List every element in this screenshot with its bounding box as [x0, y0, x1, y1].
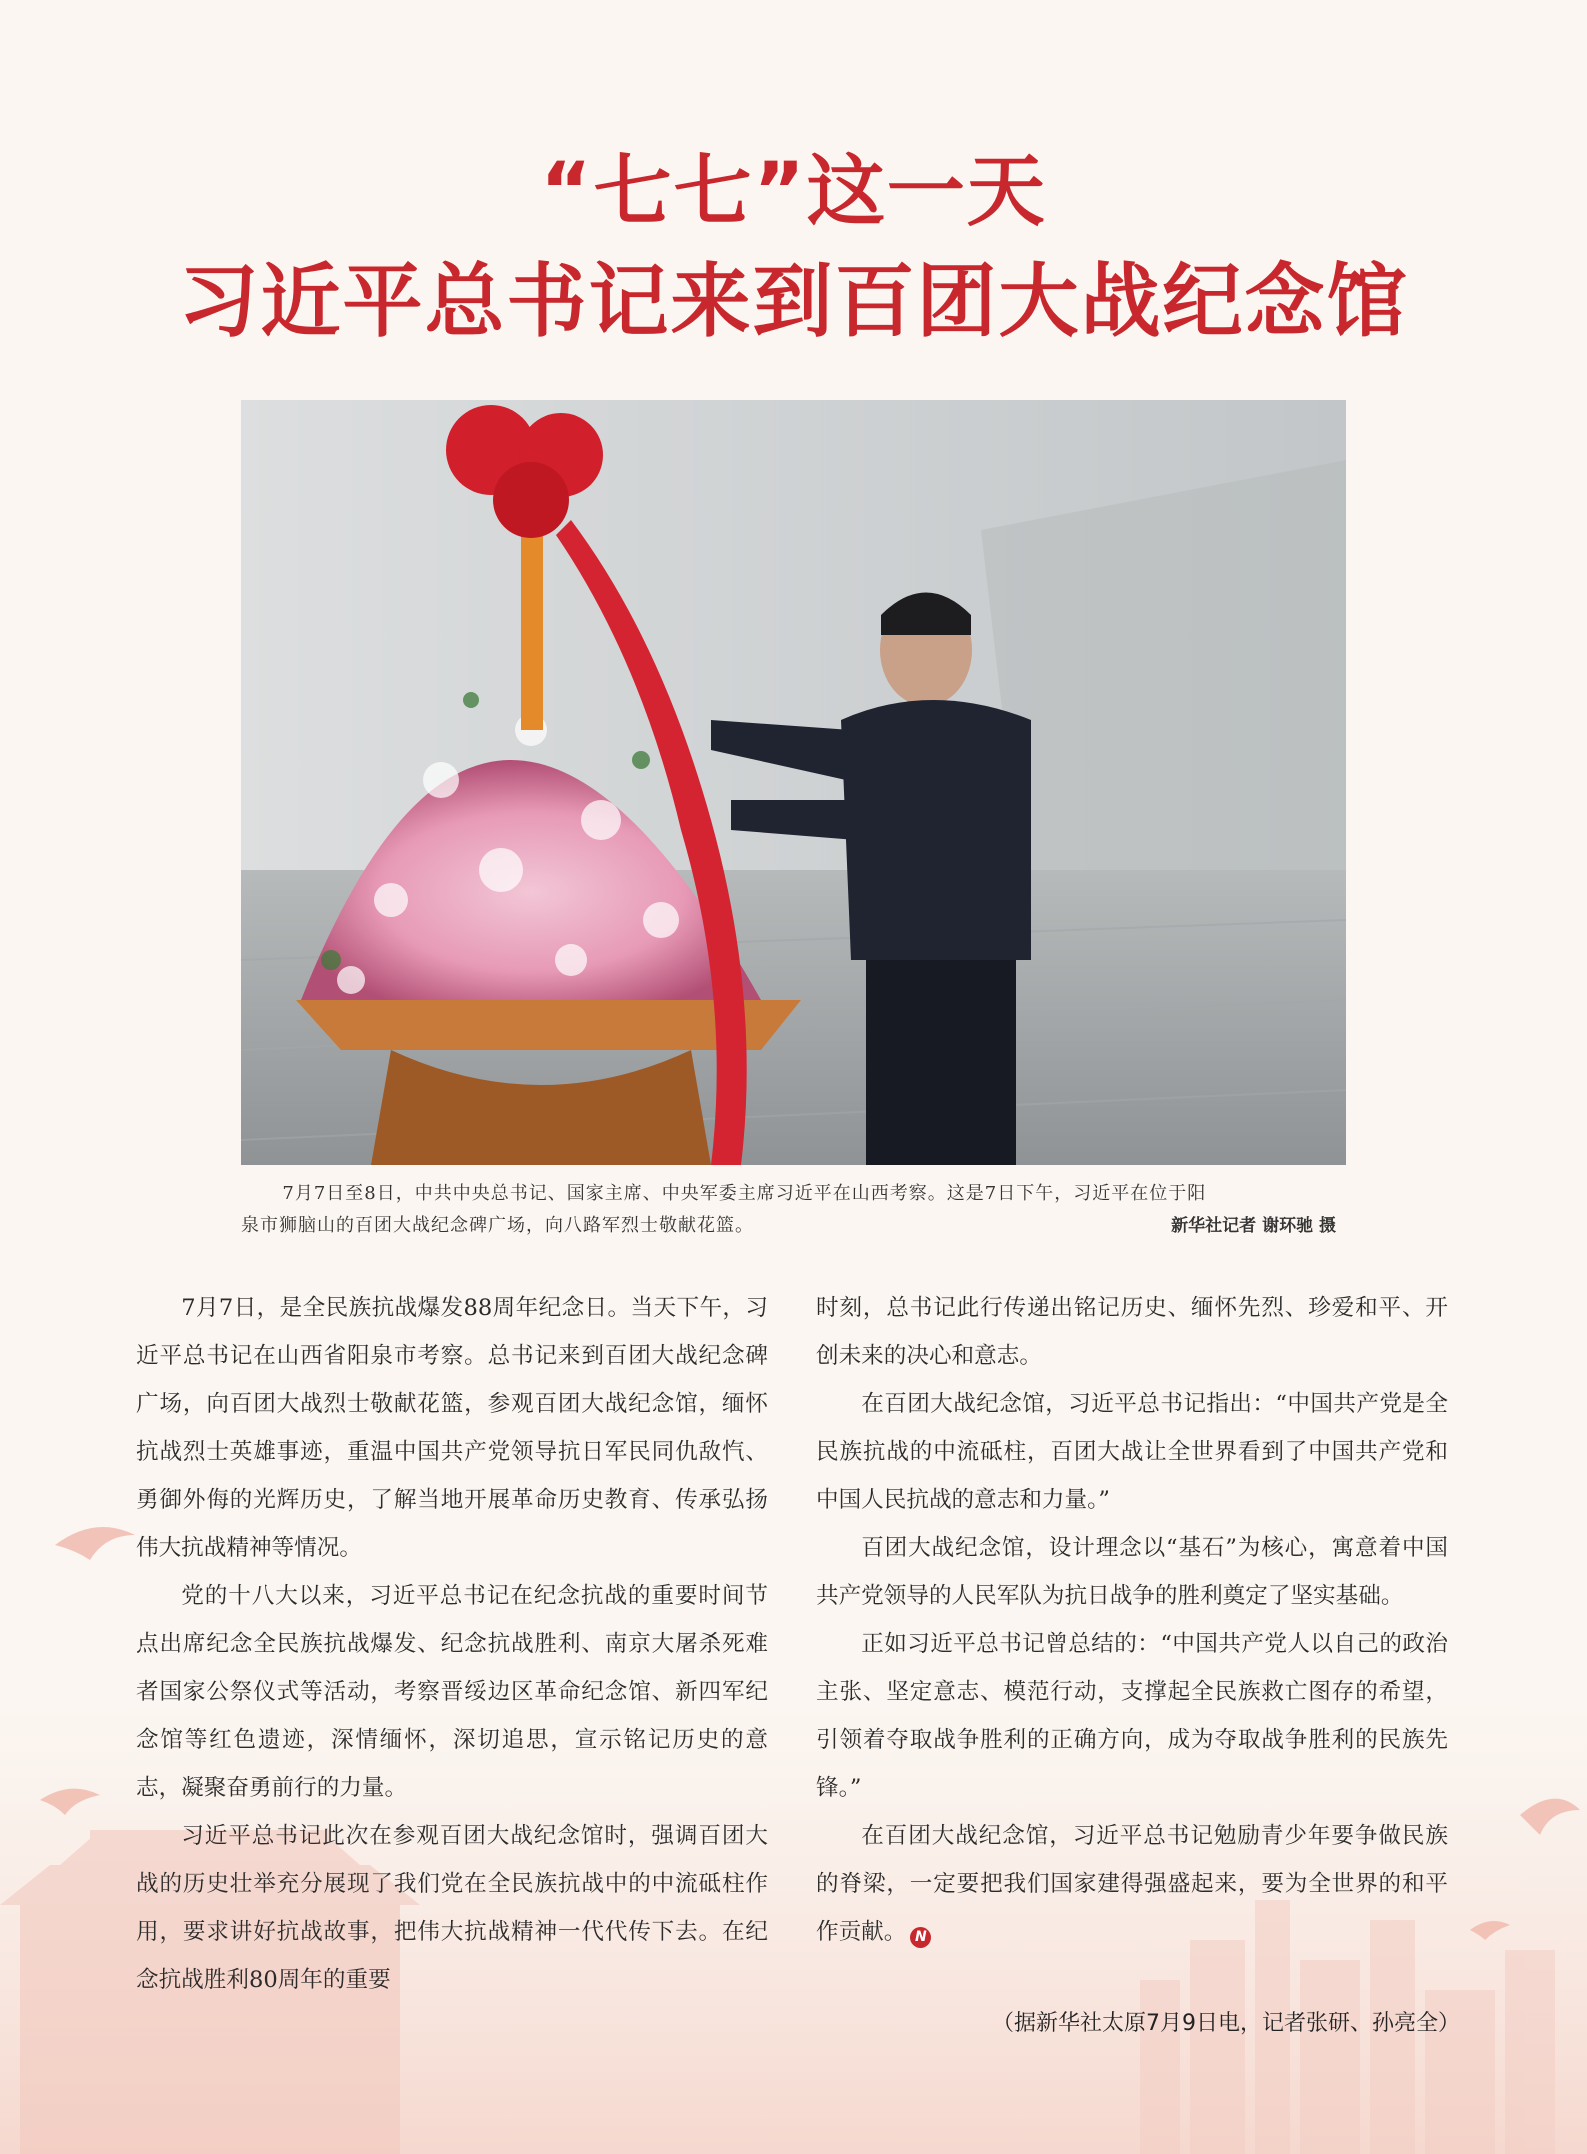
headline-line-2: 习近平总书记来到百团大战纪念馆 — [178, 255, 1409, 348]
newspaper-end-mark-icon: N — [910, 1927, 931, 1948]
headline — [0, 140, 1587, 360]
headline-line-1: “七七”这一天 — [540, 147, 1047, 237]
paragraph: 在百团大战纪念馆，习近平总书记指出：“中国共产党是全民族抗战的中流砥柱，百团大战让全世界看到了中国共产党和中国人民抗战的意志和力量。” — [816, 1391, 1448, 1513]
main-photo — [241, 400, 1346, 1165]
paragraph-final-text: 在百团大战纪念馆，习近平总书记勉励青少年要争做民族的脊梁，一定要把我们国家建得强盛起来，要为全世界的和平作贡献。 — [816, 1823, 1448, 1945]
article-column-left — [136, 1284, 768, 2004]
paragraph-final — [816, 1812, 1448, 1956]
paragraph: 习近平总书记此次在参观百团大战纪念馆时，强调百团大战的历史壮举充分展现了我们党在全民族抗战中的中流砥柱作用，要求讲好抗战故事，把伟大抗战精神一代代传下去。在纪念抗战胜利80周年的重要 — [136, 1823, 768, 1993]
paragraph: 时刻，总书记此行传递出铭记历史、缅怀先烈、珍爱和平、开创未来的决心和意志。 — [816, 1295, 1448, 1369]
caption-line-1: 7月7日至8日，中共中央总书记、国家主席、中央军委主席习近平在山西考察。这是7日下午，习近平在位于阳 — [282, 1183, 1207, 1204]
photo-caption — [241, 1178, 1346, 1242]
paragraph: 7月7日，是全民族抗战爆发88周年纪念日。当天下午，习近平总书记在山西省阳泉市考察。总书记来到百团大战纪念碑广场，向百团大战烈士敬献花篮，参观百团大战纪念馆，缅怀抗战烈士英雄事迹，重温中国共产党领导抗日军民同仇敌忾、勇御外侮的光辉历史，了解当地开展革命历史教育、传承弘扬伟大抗战精神等情况。 — [136, 1295, 768, 1561]
article-column-right — [816, 1284, 1448, 1956]
caption-line-2: 泉市狮脑山的百团大战纪念碑广场，向八路军烈士敬献花篮。 — [241, 1215, 754, 1236]
photo-credit: 新华社记者 谢环驰 摄 — [1171, 1216, 1336, 1236]
paragraph: 百团大战纪念馆，设计理念以“基石”为核心，寓意着中国共产党领导的人民军队为抗日战争的胜利奠定了坚实基础。 — [816, 1535, 1448, 1609]
paragraph: 党的十八大以来，习近平总书记在纪念抗战的重要时间节点出席纪念全民族抗战爆发、纪念抗战胜利、南京大屠杀死难者国家公祭仪式等活动，考察晋绥边区革命纪念馆、新四军纪念馆等红色遗迹，深情缅怀，深切追思，宣示铭记历史的意志，凝聚奋勇前行的力量。 — [136, 1583, 768, 1801]
article-source: （据新华社太原7月9日电，记者张研、孙亮全） — [992, 2011, 1460, 2036]
paragraph: 正如习近平总书记曾总结的：“中国共产党人以自己的政治主张、坚定意志、模范行动，支撑起全民族救亡图存的希望，引领着夺取战争胜利的正确方向，成为夺取战争胜利的民族先锋。” — [816, 1631, 1448, 1801]
